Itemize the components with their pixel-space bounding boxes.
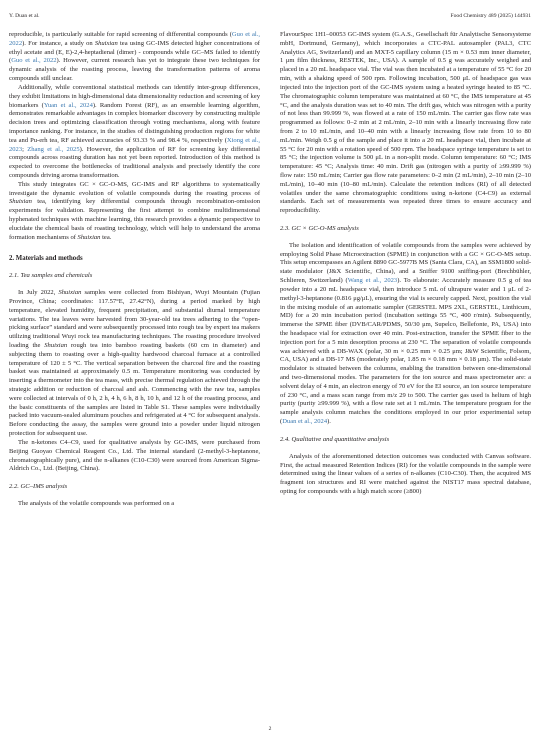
text-run: FlavourSpec 1H1–00053 GC-IMS system (G.A.S., Gesellschaft für Analytische Sensorsysteme mbH, Dortmund, Germany), which incorporates a CTC-PAL autosampler (PAL3, CTC Analytics AG, Switzerland) and an MXT-5 capillary column (15 m × 0.53 mm inner diameter, 1 μm film thickness, RESTEK, Inc., USA). A sample of 0.5 g was accurately weighed and placed in a 20 mL headspace vial. The vial was then incubated at a temperature of 55 °C for 20 min, with a shaking speed of 500 rpm. Following incubation, 500 μL of headspace gas was injected into the injection port of the GC-IMS system using a heated syringe heated to 85 °C. The chromatographic column temperature was maintained at 60 °C, the IMS temperature at 45 °C, and the analysis duration was set to 40 min. The drift gas, which was nitrogen with a purity of not less than 99.999 %, was flowed at a rate of 150 mL/min. The carrier gas flow rate was programmed as follows: 0–2 min at 2 mL/min, 2–10 min with a linearly increasing flow rate from 2 to 10 mL/min, and 10–40 min with a linearly increasing flow rate from 10 to 80 mL/min. Weigh 0.5 g of the sample and place it into a 20 mL headspace vial, then incubate at 55 °C for 20 min with a rotation speed of 500 rpm. The headspace syringe temperature is set to 85 °C; the injection volume is 500 μL in a non-split mode. Column temperature: 60 °C; IMS temperature: 45 °C; Analysis time: 40 min. Drift gas (nitrogen with a purity of ≥99.999 %) flow rate: 150 mL/min; Carrier gas flow rate parameters: 0–2 min (2 mL/min), 2–10 min (2–10 mL/min), 10–40 min (10–80 mL/min). Calculate the retention indices (RI) of all detected volatiles under the same chromatographic conditions using n-ketone (C4-C9) as external standards. Each set of measurements was repeated three times to ensure accuracy and reproducibility.: [280, 31, 531, 215]
italic-term: Shuixian: [94, 39, 118, 47]
text-run: ). Random Forest (RF), as an ensemble learning algorithm, demonstrates remarkable advantages in complex biomarker discovery by constructing multiple decision trees and optimizing classification through voting mechanisms, along with feature importance ranking. For instance, in the studies of distinguishing production regions for white tea and Pu-erh tea, RF achieved accuracies of 93.33 % and 98.4 %, respectively (: [9, 101, 260, 144]
text-run: The isolation and identification of volatile compounds from the samples were achieved by employing Solid Phase Microextraction (SPME) in conjunction with a GC × GC-O-MS setup. This setup encompasses an Agilent 8890 GC-5977B MS (Santa Clara, CA), an SSM1800 solid-state modulator (J&X Scientific, China), and a Sniffer 9100 sniffing-port (Brechbühler, Schlieren, Switzerland) (: [280, 241, 531, 285]
subsection-heading: 2.3. GC × GC-O-MS analysis: [280, 225, 359, 233]
text-run: ). For instance, a study on: [22, 39, 95, 47]
section-heading: 2. Materials and methods: [9, 254, 83, 262]
left-column: [9, 31, 260, 509]
text-run: rough tea into bamboo roasting baskets (60 cm in diameter) and subjecting them to roasting over a high-quality hardwood charcoal furnace at a controlled temperature of 120 ± 5 °C. The vertical separation between the charcoal fire and the roasting basket was maintained at approximately 0.5 m. Temperature monitoring was conducted by inserting a thermometer into the tea mass, with precise thermal regulation achieved through the strategic addition or reduction of charcoal and ash. Commencing with the raw tea, samples were collected at intervals of 0 h, 2 h, 4 h, 6 h, 8 h, 10 h, and 12 h of the roasting process, and the basic constituents of the samples are listed in Table S1. These samples were individually packed into vacuum-sealed aluminum pouches and refrigerated at 4 °C for subsequent analysis. Before conducting the assay, the samples were ground into a powder under liquid nitrogen protection for subsequent use.: [9, 341, 260, 438]
right-column: [280, 31, 531, 497]
subsection-heading: 2.4. Qualitative and quantitative analysis: [280, 435, 390, 443]
text-run: tea using GC-IMS detected higher concentrations of ethyl acetate and (E, E)-2,4-heptadienal (dimer) - compounds while GC–MS failed to identify (: [9, 39, 260, 65]
running-head: [9, 11, 531, 21]
running-head-authors: Y. Duan et al.: [9, 13, 40, 19]
italic-term: Shuixian: [58, 289, 82, 297]
text-run: This study integrates GC × GC-O-MS, GC-IMS and RF algorithms to systematically investigate the dynamic evolution of volatile compounds during the roasting process of: [9, 180, 260, 197]
text-run: reproducible, is particularly suitable for rapid screening of differential compounds (: [9, 31, 232, 38]
text-run: tea, identifying key differential compounds through recombination-omission experiments for validation. Representing the first attempt to combine multidimensional hyphenated techniques with machine learning, this research provides a dynamic perspective to elucidate the chemical basis of roasting technology, which will help to understand the aroma formation mechanisms of: [9, 198, 260, 241]
italic-term: Shuixian: [44, 341, 68, 349]
paragraph: [9, 84, 260, 181]
paragraph: [9, 289, 260, 439]
subsection-heading: 2.2. GC–IMS analysis: [9, 483, 68, 491]
text-run: samples were collected from Bishiyan, Wuyi Mountain (Fujian Province, China; coordinates: 117.57°E, 27.42°N), during a period marked by high temperature, elevated humidity, frequent precipitation, and substantial diurnal temperature variations. The tea leaves were harvested from 30-year-old tea trees adhering to the “open-picking surface” standard and were subsequently processed into rough tea by expert tea makers utilizing traditional Wuyi rock tea manufacturing techniques. The roasting procedure involved loading the: [9, 289, 260, 349]
text-run: ). However, the application of RF for screening key differential compounds across roasting duration has not yet been reported. Introduction of this method is expected to overcome the bottlenecks of traditional analysis and precisely identify the core compounds driving aroma transformation.: [9, 145, 260, 179]
paragraph: [280, 31, 531, 216]
paragraph: [9, 439, 260, 474]
running-head-journal: Food Chemistry 489 (2025) 144931: [450, 13, 531, 19]
text-run: ). However, current research has yet to integrate these two techniques for dynamic analysis of the roasting process, leaving the transformation patterns of aroma compounds still unclear.: [9, 57, 260, 83]
paragraph: [9, 500, 260, 509]
page-number: 2: [268, 726, 272, 732]
paragraph: [9, 181, 260, 243]
text-run: tea.: [100, 233, 112, 241]
text-run: ). To elaborate: Accurately measure 0.5 g of tea powder into a 20 mL headspace vial, then introduce 5 mL of ultrapure water and 1 μL of 2-methyl-3-heptanone (0.816 μg/μL), ensuring the vial is securely capped. Next, position the vial in the mixing module of an automatic sampler (GERSTEL MPS 2XL, GERSTEL, Linthicum, MD) for a 20 min incubation period (incubation settings 55 °C, 400 r/min). Subsequently, immerse the SPME fiber (DVB/CAR/PDMS, 50/30 μm, Supelco, Bellefonte, PA, USA) into the headspace vial for extraction over 40 min. Post-extraction, transfer the SPME fiber to the injection port for a 5 min desorption process at 230 °C. The separation of volatile compounds was achieved with a DB-WAX (polar, 30 m × 0.25 mm × 0.25 μm; J&W Scientific, Folsom, CA, USA) and a DB-17 MS (moderately polar, 1.85 m × 0.18 mm × 0.18 μm). The solid-state modulator is situated between the columns, enabling the transition between one-dimensional and two-dimensional modes. The parameters for the ion source and mass spectrometer are: a solvent delay of 4 min, an electron energy of 70 eV for the EI source, an ion source temperature of 230 °C, and a mass scan range from m/z 29 to 500. The carrier gas used is helium of high purity (purity ≥99.999 %), with a flow rate set at 1 mL/min. The temperature program for the sample analysis column matches the conditions employed in our prior experimental setup (: [280, 277, 532, 426]
text-run: Analysis of the aforementioned detection outcomes was conducted with Canvas software. First, the actual measured Retention Indices (RI) for the volatile compounds in the sample were determined using the linear values of a series of n-alkanes (C10-C30). Then, the acquired MS fragment ion structures and RI were matched against the NIST17 mass spectral database, opting for compounds with a high match score (≥800): [280, 452, 531, 495]
text-run: The analysis of the volatile compounds was performed on a: [18, 499, 175, 507]
citation-link[interactable]: Guo et al., 2022: [9, 31, 260, 47]
citation-link[interactable]: Guo et al., 2022: [11, 57, 57, 65]
citation-link[interactable]: Zhang et al., 2025: [27, 145, 80, 153]
text-run: The n-ketones C4–C9, used for qualitative analysis by GC-IMS, were purchased from Beijing Guoyao Chemical Reagent Co., Ltd. The internal standard (2-methyl-3-heptanone, chromatographically pure), and the n-alkanes (C10-C30) were sourced from American Sigma-Aldrich Co., Ltd. (Beijing, China).: [9, 438, 260, 473]
text-run: ;: [22, 145, 28, 153]
citation-link[interactable]: Xiong et al., 2023: [9, 136, 260, 153]
italic-term: Shuixian: [77, 233, 101, 241]
subsection-heading: 2.1. Tea samples and chemicals: [9, 272, 93, 280]
paragraph: [280, 453, 531, 497]
text-run: In July 2022,: [18, 289, 59, 297]
citation-link[interactable]: Yuan et al., 2024: [43, 101, 93, 109]
citation-link[interactable]: Wang et al., 2023: [347, 277, 398, 285]
text-run: ).: [327, 418, 331, 426]
citation-link[interactable]: Duan et al., 2024: [282, 418, 328, 426]
italic-term: Shuixian: [9, 198, 32, 206]
paragraph: [9, 31, 260, 84]
paragraph: [280, 242, 531, 427]
text-run: Additionally, while conventional statistical methods can identify inter-group differences, they exhibit limitations in high-dimensional data dimensionality reduction and screening of key biomarkers (: [9, 83, 260, 109]
